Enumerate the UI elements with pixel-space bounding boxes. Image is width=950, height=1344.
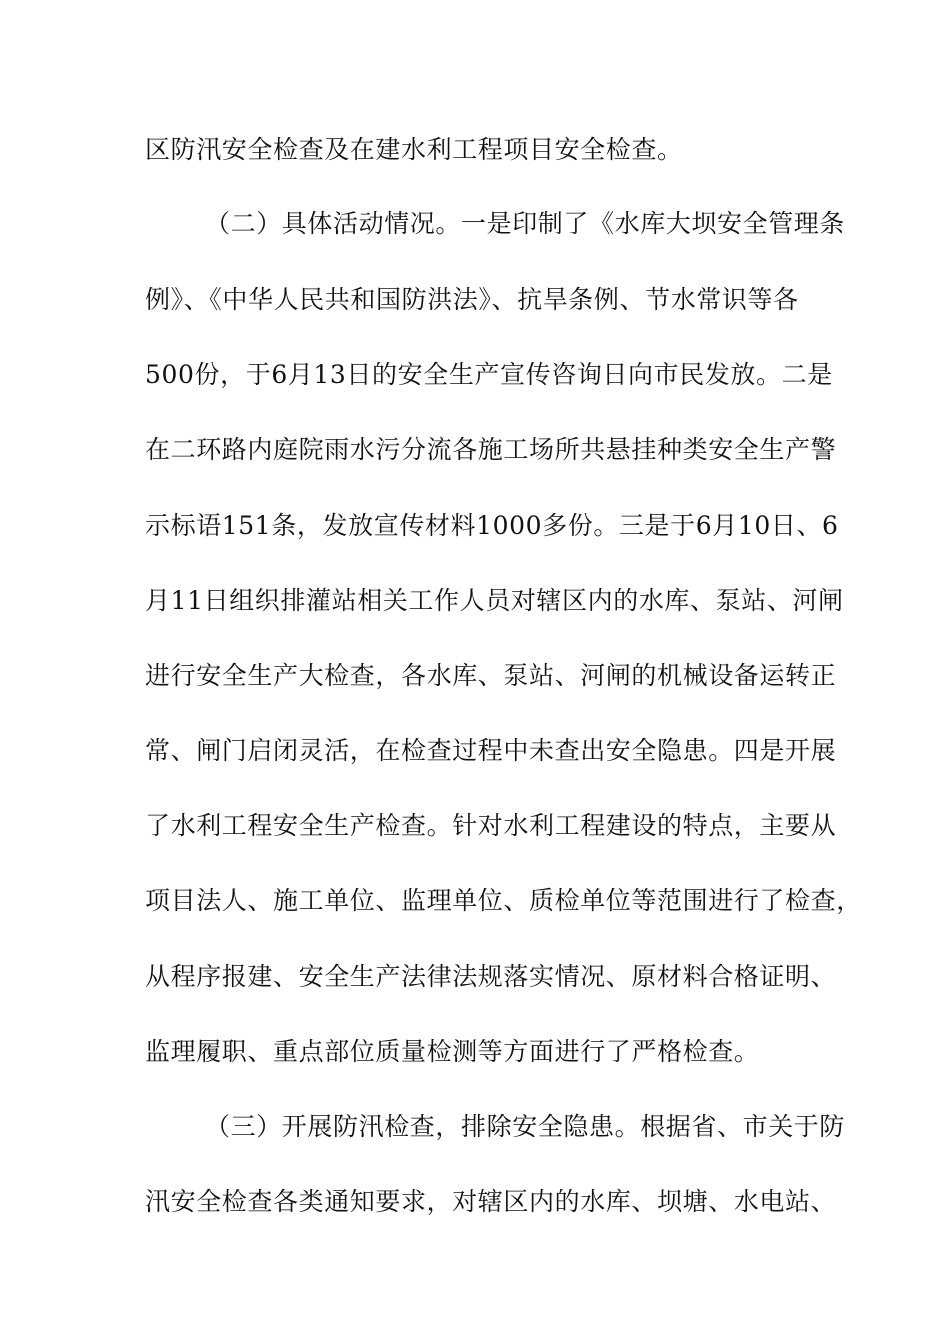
text-line: 在二环路内庭院雨水污分流各施工场所共悬挂种类安全生产警	[145, 435, 837, 464]
text-line: 示标语151条，发放宣传材料1000多份。三是于6月10日、6	[145, 511, 839, 540]
paragraph-heading-line: （二）具体活动情况。一是印制了《水库大坝安全管理条	[205, 209, 846, 238]
text-line: 进行安全生产大检查，各水库、泵站、河闸的机械设备运转正	[145, 661, 837, 690]
text-line: 了水利工程安全生产检查。针对水利工程建设的特点，主要从	[145, 811, 837, 840]
text-line: 例》、《中华人民共和国防洪法》、抗旱条例、节水常识等各	[145, 285, 799, 314]
text-line: 从程序报建、安全生产法律法规落实情况、原材料合格证明、	[145, 962, 837, 991]
text-line: 汛安全检查各类通知要求，对辖区内的水库、坝塘、水电站、	[145, 1187, 837, 1216]
text-line: 500份，于6月13日的安全生产宣传咨询日向市民发放。二是	[145, 360, 833, 389]
text-line: 监理履职、重点部位质量检测等方面进行了严格检查。	[145, 1037, 760, 1066]
paragraph-heading-line: （三）开展防汛检查，排除安全隐患。根据省、市关于防	[205, 1112, 846, 1141]
text-line: 月11日组织排灌站相关工作人员对辖区内的水库、泵站、河闸	[145, 586, 844, 615]
text-line: 项目法人、施工单位、监理单位、质检单位等范围进行了检查，	[145, 886, 862, 915]
text-line: 区防汛安全检查及在建水利工程项目安全检查。	[145, 135, 683, 164]
text-line: 常、闸门启闭灵活，在检查过程中未查出安全隐患。四是开展	[145, 736, 837, 765]
